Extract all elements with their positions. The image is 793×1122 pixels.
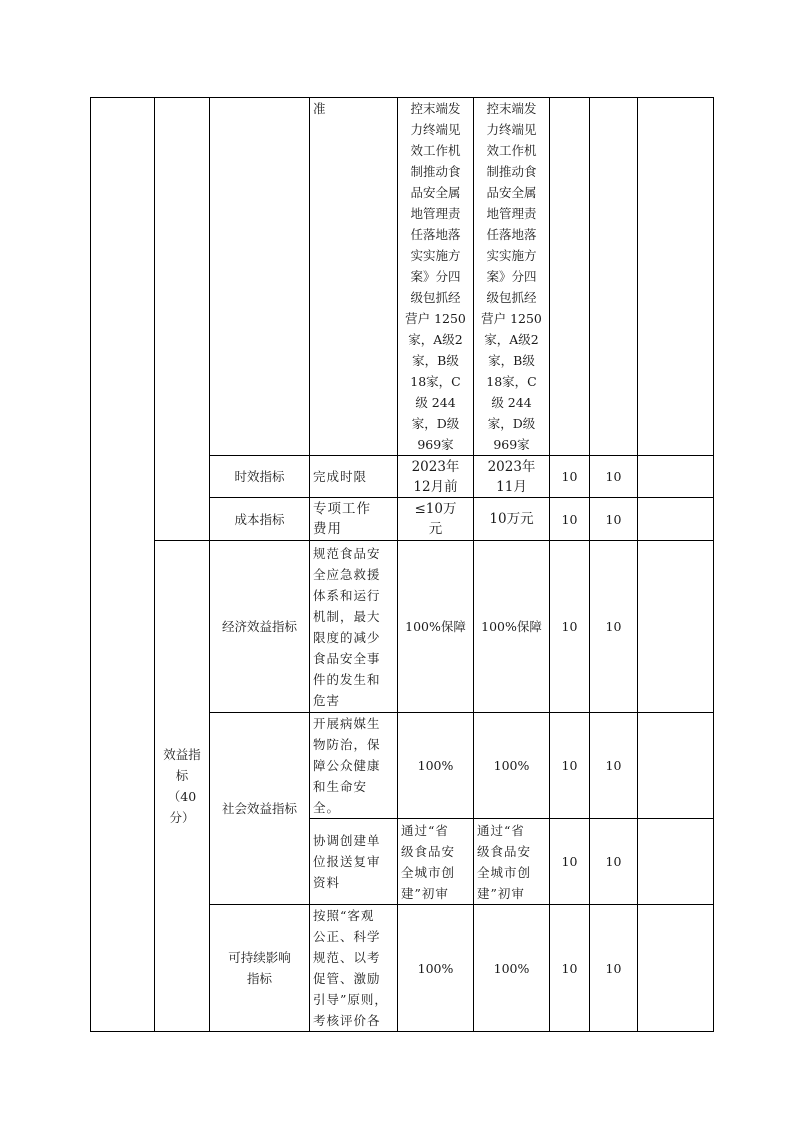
remark-cell	[638, 456, 714, 498]
remark-cell	[638, 541, 714, 713]
target-value-cell: 100%	[398, 905, 474, 1032]
target-value-cell: 通过“省 级食品安 全城市创 建”初审	[398, 819, 474, 905]
table-row	[91, 98, 714, 456]
benefit-indicator-group: 效益指 标 （40 分）	[155, 541, 210, 1032]
indicator-cell: 协调创建单 位报送复审 资料	[310, 819, 398, 905]
remark-cell	[638, 498, 714, 541]
remark-cell	[638, 819, 714, 905]
category-cell: 时效指标	[210, 456, 310, 498]
indicator-cell: 按照“客观 公正、科学 规范、以考 促管、激励 引导”原则， 考核评价各	[310, 905, 398, 1032]
target-value-cell: 100%	[398, 713, 474, 819]
category-cell: 成本指标	[210, 498, 310, 541]
score-cell: 10	[590, 819, 638, 905]
indicator-cell: 准	[310, 98, 398, 456]
remark-cell	[638, 905, 714, 1032]
table-row	[91, 541, 714, 713]
score-cell	[590, 98, 638, 456]
target-value-cell: 控末端发 力终端见 效工作机 制推动食 品安全属 地管理责 任落地落 实实施方 案》分四 级包抓经 营户 1250 家，A级2 家，B级 18家，C 级 244 家，D级 969家	[398, 98, 474, 456]
actual-value-cell: 100%保障	[474, 541, 550, 713]
score-cell: 10	[590, 498, 638, 541]
indicator-cell: 开展病媒生 物防治，保 障公众健康 和生命安 全。	[310, 713, 398, 819]
second-level-cell	[155, 98, 210, 541]
target-value-cell: 2023年 12月前	[398, 456, 474, 498]
performance-table	[90, 97, 714, 1032]
category-cell: 社会效益指标	[210, 713, 310, 905]
actual-value-cell: 2023年 11月	[474, 456, 550, 498]
category-cell: 经济效益指标	[210, 541, 310, 713]
remark-cell	[638, 98, 714, 456]
weight-cell: 10	[550, 819, 590, 905]
indicator-cell: 规范食品安 全应急救援 体系和运行 机制，最大 限度的减少 食品安全事 件的发生和 危害	[310, 541, 398, 713]
actual-value-cell: 100%	[474, 713, 550, 819]
score-cell: 10	[590, 713, 638, 819]
category-cell	[210, 98, 310, 456]
first-level-cell	[91, 98, 155, 1032]
actual-value-cell: 控末端发 力终端见 效工作机 制推动食 品安全属 地管理责 任落地落 实实施方 案》分四 级包抓经 营户 1250 家，A级2 家，B级 18家，C 级 244 家，D级 969家	[474, 98, 550, 456]
actual-value-cell: 通过“省 级食品安 全城市创 建”初审	[474, 819, 550, 905]
score-cell: 10	[590, 905, 638, 1032]
weight-cell: 10	[550, 713, 590, 819]
weight-cell: 10	[550, 905, 590, 1032]
weight-cell: 10	[550, 541, 590, 713]
indicator-cell: 专项工作 费用	[310, 498, 398, 541]
remark-cell	[638, 713, 714, 819]
weight-cell: 10	[550, 498, 590, 541]
score-cell: 10	[590, 456, 638, 498]
target-value-cell: 100%保障	[398, 541, 474, 713]
category-cell: 可持续影响 指标	[210, 905, 310, 1032]
weight-cell	[550, 98, 590, 456]
target-value-cell: ≤10万 元	[398, 498, 474, 541]
score-cell: 10	[590, 541, 638, 713]
actual-value-cell: 10万元	[474, 498, 550, 541]
weight-cell: 10	[550, 456, 590, 498]
actual-value-cell: 100%	[474, 905, 550, 1032]
indicator-cell: 完成时限	[310, 456, 398, 498]
